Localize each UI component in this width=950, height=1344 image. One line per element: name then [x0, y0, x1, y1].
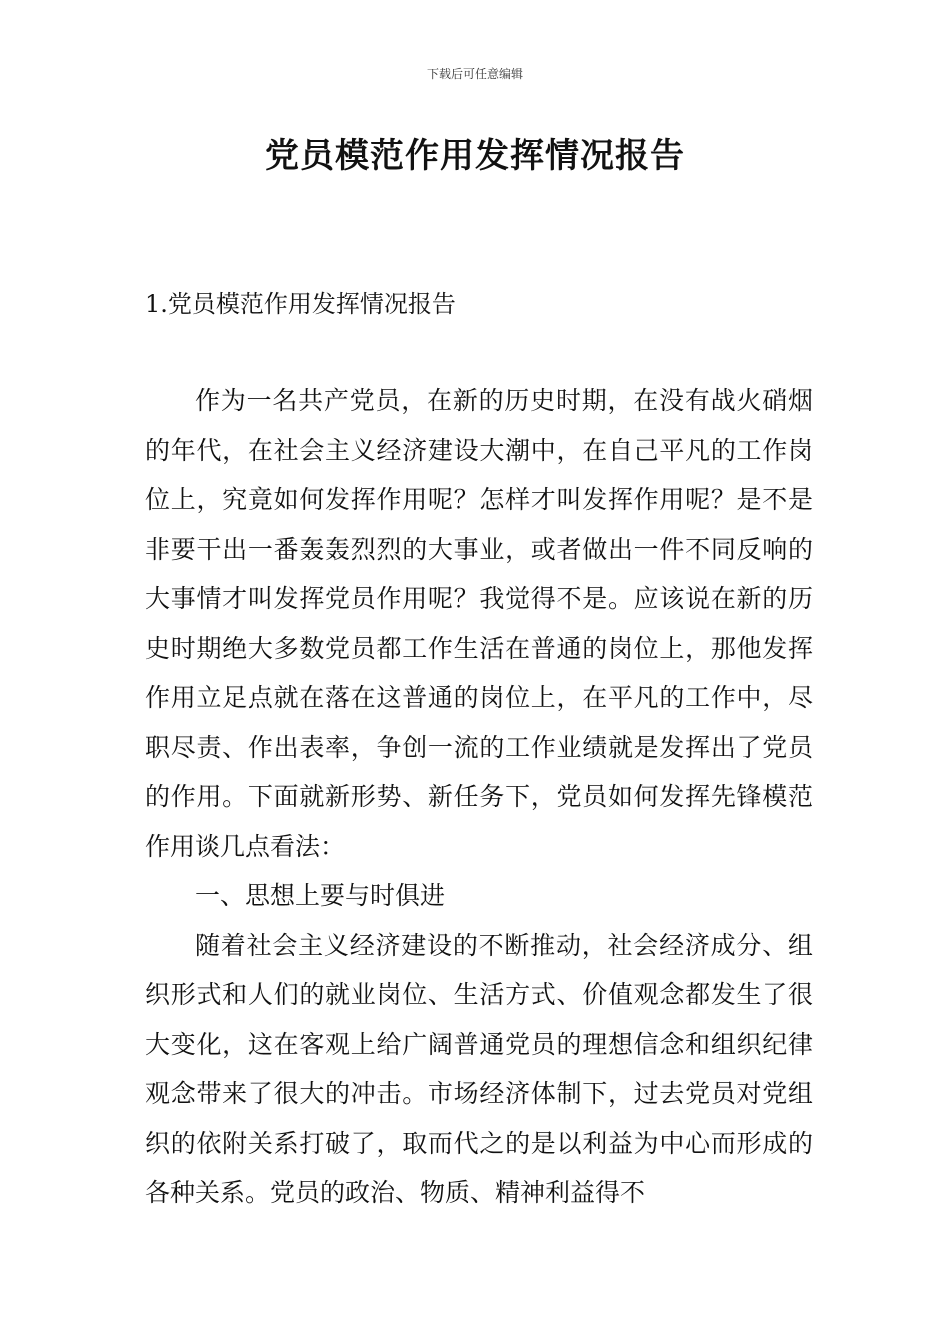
document-body — [145, 376, 813, 1218]
document-title: 党员模范作用发挥情况报告 — [265, 136, 685, 176]
section-heading: 1.党员模范作用发挥情况报告 — [145, 290, 456, 318]
paragraph-2: 随着社会主义经济建设的不断推动，社会经济成分、组织形式和人们的就业岗位、生活方式、价值观念都发生了很大变化，这在客观上给广阔普通党员的理想信念和组织纪律观念带来了很大的冲击。市场经济体制下，过去党员对党组织的依附关系打破了，取而代之的是以利益为中心而形成的各种关系。党员的政治、物质、精神利益得不 — [145, 930, 813, 1207]
paragraph-heading-1: 一、思想上要与时俱进 — [195, 881, 446, 910]
header-watermark: 下载后可任意编辑 — [426, 67, 523, 81]
paragraph-intro: 作为一名共产党员，在新的历史时期，在没有战火硝烟的年代，在社会主义经济建设大潮中，在自己平凡的工作岗位上，究竟如何发挥作用呢？怎样才叫发挥作用呢？是不是非要干出一番轰轰烈烈的大事业，或者做出一件不同反响的大事情才叫发挥党员作用呢？我觉得不是。应该说在新的历史时期绝大多数党员都工作生活在普通的岗位上，那他发挥作用立足点就在落在这普通的岗位上，在平凡的工作中，尽职尽责、作出表率，争创一流的工作业绩就是发挥出了党员的作用。下面就新形势、新任务下，党员如何发挥先锋模范作用谈几点看法： — [145, 386, 813, 861]
